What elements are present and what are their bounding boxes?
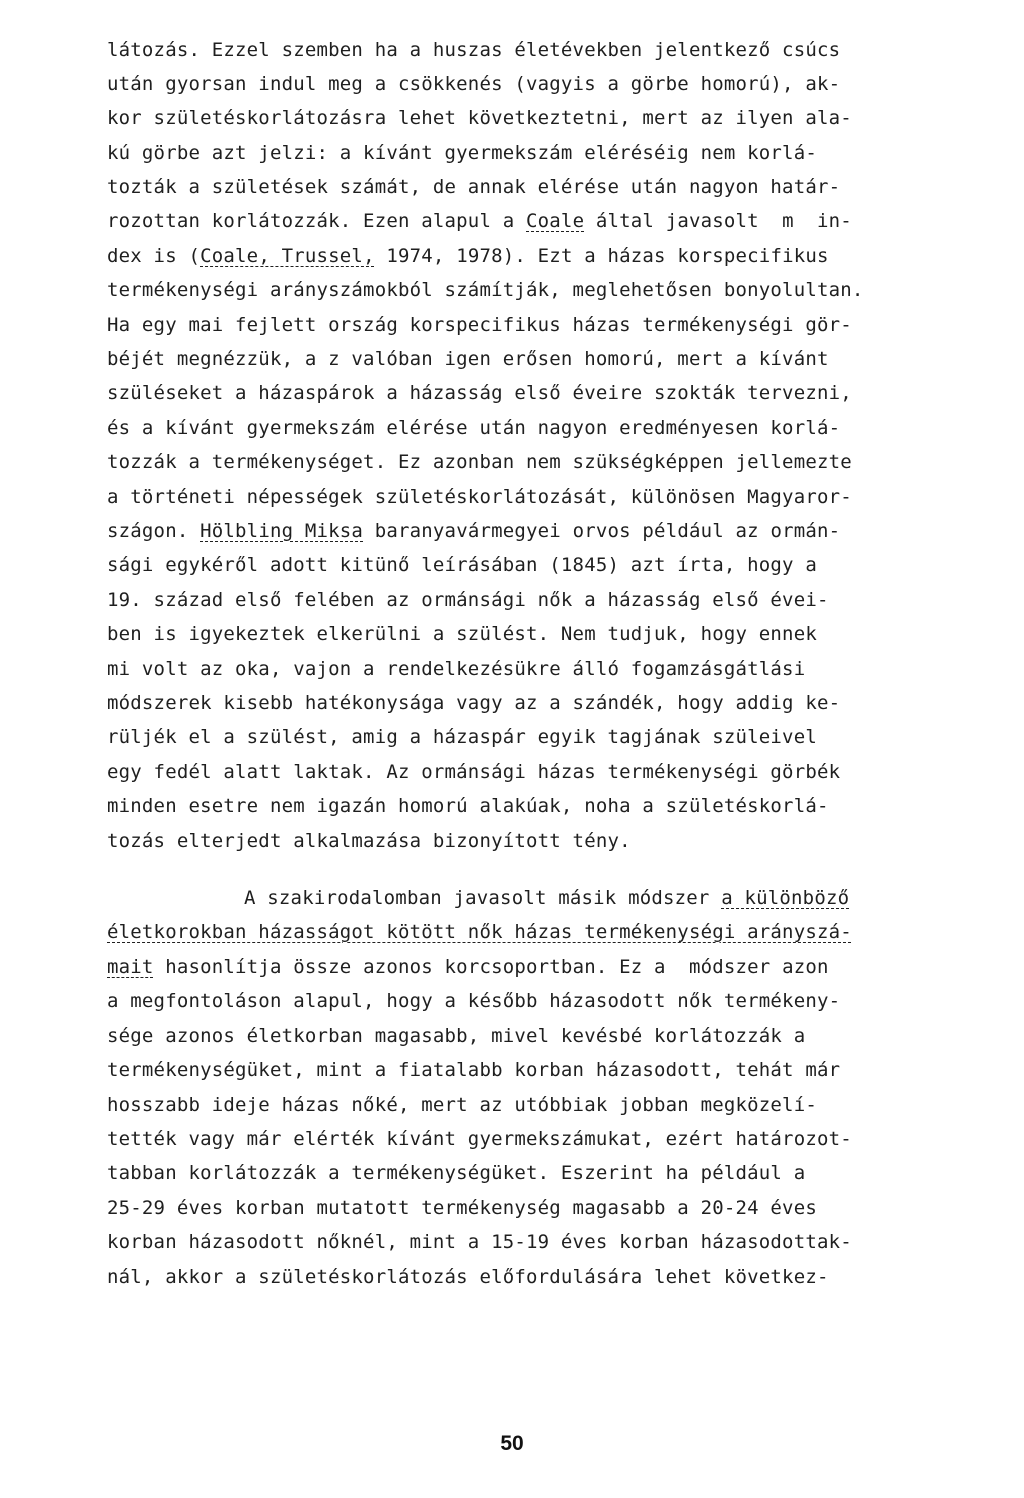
text-line-11 <box>107 380 852 406</box>
line-text: rozottan korlátozzák. Ezen alapul a <box>107 210 527 232</box>
text-line-35 <box>107 1229 852 1255</box>
emphasis-underlined: a különböző <box>721 887 850 909</box>
text-line-18 <box>107 621 817 647</box>
text-line-29 <box>107 1023 805 1049</box>
text-line-10 <box>107 346 829 372</box>
text-line-8 <box>107 277 864 303</box>
line-text: tozzák a termékenységet. Ez azonban nem szükségképpen jellemezte <box>107 451 852 473</box>
line-text: tozás elterjedt alkalmazása bizonyított tény. <box>107 830 631 852</box>
line-text: 25-29 éves korban mutatott termékenység magasabb a 20-24 éves <box>107 1197 817 1219</box>
line-text: ben is igyekeztek elkerülni a szülést. Nem tudjuk, hogy ennek <box>107 623 817 645</box>
line-text: szágon. <box>107 520 201 542</box>
text-line-32 <box>107 1126 852 1152</box>
line-text: termékenységi arányszámokból számítják, meglehetősen bonyolultan. <box>107 279 864 301</box>
line-text: a megfontoláson alapul, hogy a később házasodott nők termékeny- <box>107 990 841 1012</box>
text-line-15 <box>107 518 840 544</box>
line-text: béjét megnézzük, a z valóban igen erősen homorú, mert a kívánt <box>107 348 829 370</box>
line-text: a történeti népességek születéskorlátozását, különösen Magyaror- <box>107 486 852 508</box>
text-line-2 <box>107 71 840 97</box>
page-number: 50 <box>500 1432 524 1455</box>
line-text: hosszabb ideje házas nőké, mert az utóbbiak jobban megközelí- <box>107 1094 817 1116</box>
line-text: sége azonos életkorban magasabb, mivel kevésbé korlátozzák a <box>107 1025 806 1047</box>
text-line-3 <box>107 105 852 131</box>
line-text: Ha egy mai fejlett ország korspecifikus házas termékenységi gör- <box>107 314 852 336</box>
line-text: látozás. Ezzel szemben ha a huszas életévekben jelentkező csúcs <box>107 39 841 61</box>
emphasis-underlined: életkorokban házasságot kötött nők házas termékenységi arányszá- <box>107 921 852 943</box>
text-line-21 <box>107 724 817 750</box>
text-line-5 <box>107 174 840 200</box>
line-text: 1974, 1978). Ezt a házas korspecifikus <box>374 245 829 267</box>
emphasis-underlined: mait <box>107 956 154 978</box>
text-line-30 <box>107 1057 840 1083</box>
text-line-4 <box>107 140 817 166</box>
line-text: dex is ( <box>107 245 201 267</box>
line-text: kor születéskorlátozásra lehet következtetni, mert az ilyen ala- <box>107 107 852 129</box>
citation-coale-trussel: Coale, Trussel, <box>200 245 375 267</box>
text-line-26 <box>107 919 852 945</box>
text-line-1 <box>107 37 840 63</box>
line-text: 19. század első felében az ormánsági nők a házasság első évei- <box>107 589 829 611</box>
text-line-34 <box>107 1195 817 1221</box>
line-text: és a kívánt gyermekszám elérése után nagyon eredményesen korlá- <box>107 417 841 439</box>
line-text: rüljék el a szülést, amig a házaspár egyik tagjának szüleivel <box>107 726 817 748</box>
line-text: szüléseket a házaspárok a házasság első éveire szokták tervezni, <box>107 382 852 404</box>
text-line-7 <box>107 243 829 269</box>
line-text: hasonlítja össze azonos korcsoportban. Ez a módszer azon <box>153 956 829 978</box>
text-line-20 <box>107 690 840 716</box>
line-text: minden esetre nem igazán homorú alakúak, noha a születéskorlá- <box>107 795 829 817</box>
line-text: tabban korlátozzák a termékenységüket. Eszerint ha például a <box>107 1162 806 1184</box>
text-line-36 <box>107 1264 829 1290</box>
text-line-22 <box>107 759 840 785</box>
line-text: sági egykéről adott kitünő leírásában (1845) azt írta, hogy a <box>107 554 817 576</box>
text-line-31 <box>107 1092 817 1118</box>
text-line-33 <box>107 1160 805 1186</box>
line-text: baranyavármegyei orvos például az ormán- <box>363 520 841 542</box>
line-text: tozták a születések számát, de annak elérése után nagyon határ- <box>107 176 841 198</box>
line-text: tették vagy már elérték kívánt gyermekszámukat, ezért határozot- <box>107 1128 852 1150</box>
text-line-25 <box>244 885 849 911</box>
text-line-14 <box>107 484 852 510</box>
text-line-12 <box>107 415 840 441</box>
text-line-17 <box>107 587 829 613</box>
line-text: módszerek kisebb hatékonysága vagy az a szándék, hogy addig ke- <box>107 692 841 714</box>
line-text: nál, akkor a születéskorlátozás előfordulására lehet következ- <box>107 1266 829 1288</box>
text-line-16 <box>107 552 817 578</box>
line-text: által javasolt m in- <box>584 210 852 232</box>
line-text: korban házasodott nőknél, mint a 15-19 éves korban házasodottak- <box>107 1231 852 1253</box>
line-text: termékenységüket, mint a fiatalabb korban házasodott, tehát már <box>107 1059 841 1081</box>
text-line-24 <box>107 828 631 854</box>
text-line-9 <box>107 312 852 338</box>
line-text: egy fedél alatt laktak. Az ormánsági házas termékenységi görbék <box>107 761 841 783</box>
line-text: A szakirodalomban javasolt másik módszer <box>244 887 722 909</box>
line-text: után gyorsan indul meg a csökkenés (vagyis a görbe homorú), ak- <box>107 73 841 95</box>
line-text: kú görbe azt jelzi: a kívánt gyermekszám eléréséig nem korlá- <box>107 142 817 164</box>
text-line-23 <box>107 793 829 819</box>
text-line-19 <box>107 656 805 682</box>
citation-coale: Coale <box>526 210 585 232</box>
line-text: mi volt az oka, vajon a rendelkezésükre álló fogamzásgátlási <box>107 658 806 680</box>
citation-holbling: Hölbling Miksa <box>200 520 364 542</box>
text-line-27 <box>107 954 829 980</box>
text-line-6 <box>107 208 852 234</box>
text-line-28 <box>107 988 840 1014</box>
text-line-13 <box>107 449 852 475</box>
